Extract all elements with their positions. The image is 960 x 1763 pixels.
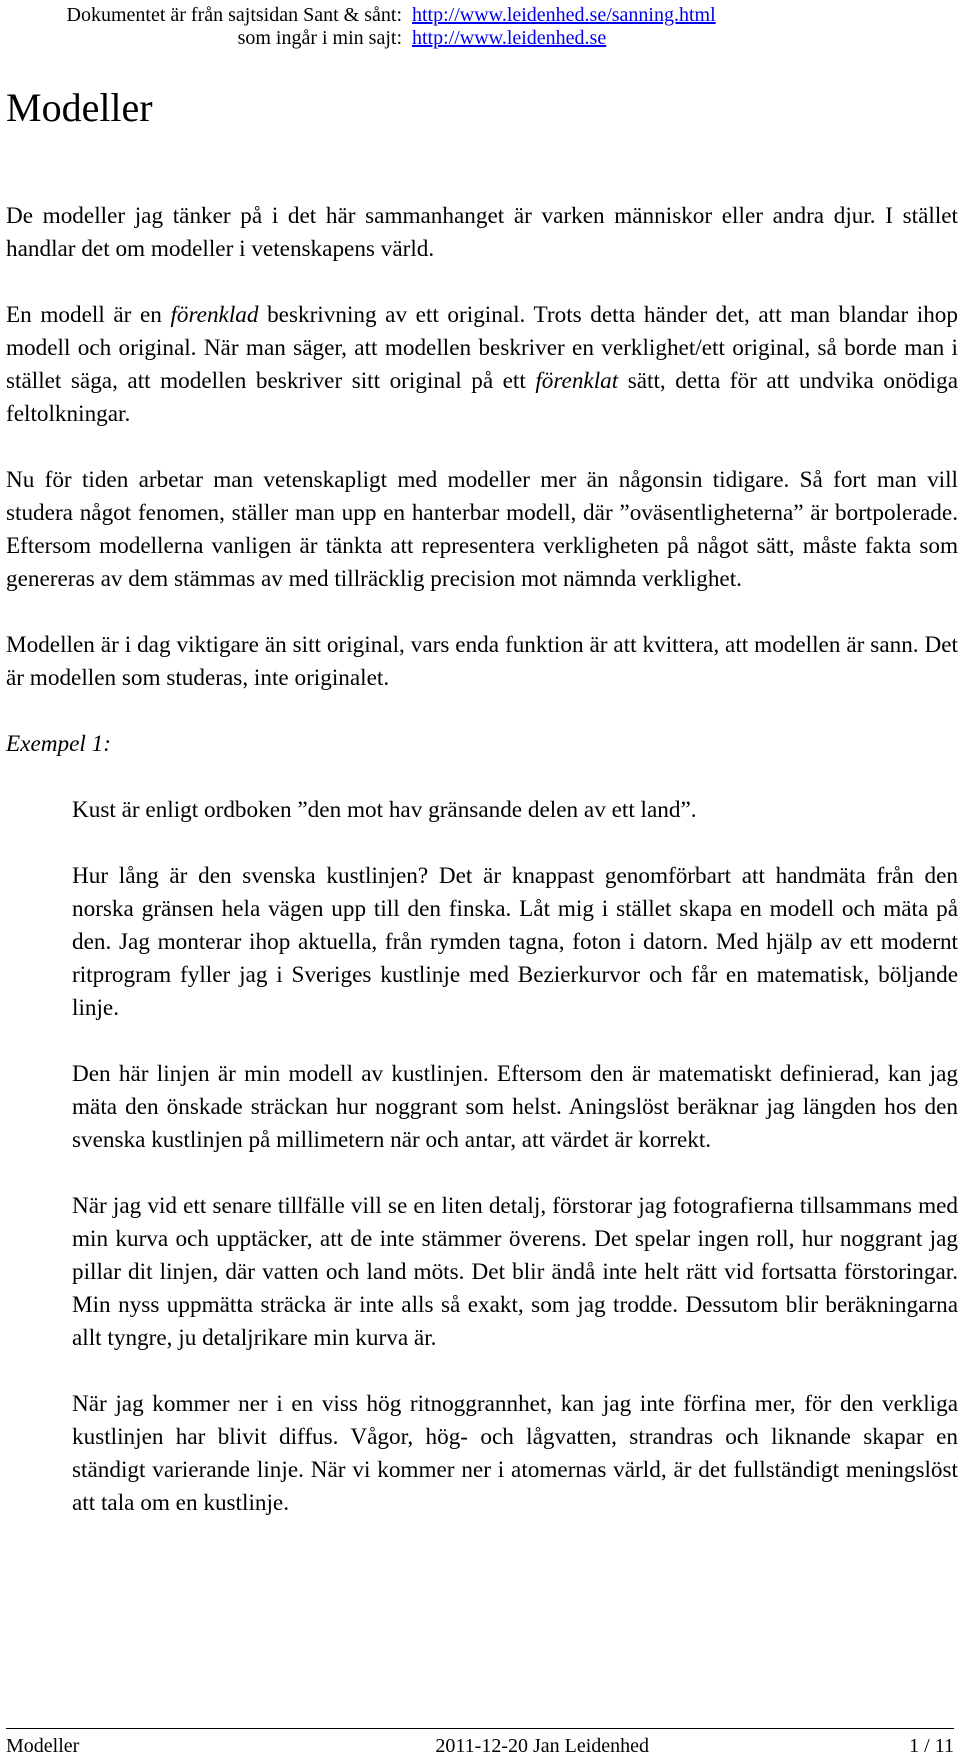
footer-date-author: 2011-12-20 Jan Leidenhed: [435, 1735, 650, 1757]
paragraph-definition: [6, 299, 958, 431]
paragraph-text: En modell är en: [6, 302, 171, 328]
example-paragraph-3: Den här linjen är min modell av kustlinjen. Eftersom den är matematiskt definierad, kan jag mäta den önskade sträckan hur noggrant som helst. Aningslöst beräknar jag längden hos den svenska kustlinjen på millimetern när och antar, att värdet är korrekt.: [72, 1061, 958, 1153]
paragraph-science: Nu för tiden arbetar man vetenskapligt med modeller mer än någonsin tidigare. Så fort man vill studera något fenomen, ställer man upp en hanterbar modell, där ”oväsentligheterna” är bortpolerade. Eftersom modellerna vanligen är tänkta att representera verkligheten på något sätt, måste fakta som genereras av dem stämmas av med tillräcklig precision mot nämnda verklighet.: [6, 467, 958, 592]
emphasis-text: förenklad: [170, 302, 259, 328]
page-title: Modeller: [6, 85, 153, 130]
emphasis-text: förenklat: [535, 368, 619, 394]
example-paragraph-2: Hur lång är den svenska kustlinjen? Det är knappast genomförbart att handmäta från den norska gränsen hela vägen upp till den finska. Låt mig i stället skapa en modell och mäta på den. Jag monterar ihop aktuella, från rymden tagna, foton i datorn. Med hjälp av ett modernt ritprogram fyller jag i Sveriges kustlinje med Bezierkurvor och får en matematisk, böljande linje.: [72, 863, 958, 1021]
document-body: [6, 200, 958, 1553]
paragraph-importance: Modellen är i dag viktigare än sitt original, vars enda funktion är att kvittera, att modellen är sann. Det är modellen som studeras, inte originalet.: [6, 632, 958, 691]
example-paragraph-4: När jag vid ett senare tillfälle vill se en liten detalj, förstorar jag fotografierna tillsammans med min kurva och upptäcker, att de inte stämmer överens. Det spelar ingen roll, hur noggrant jag pillar dit linjen, där vatten och land möts. Det blir ändå inte helt rätt vid fortsatta förstoringar. Min nyss uppmätta sträcka är inte alls så exakt, som jag trodde. Dessutom blir beräkningarna allt tyngre, ju detaljrikare min kurva är.: [72, 1193, 958, 1351]
example-paragraph-1: Kust är enligt ordboken ”den mot hav gränsande delen av ett land”.: [72, 797, 697, 823]
page-header: [6, 4, 954, 50]
footer-title: Modeller: [6, 1735, 80, 1757]
header-site-link[interactable]: http://www.leidenhed.se: [412, 27, 607, 49]
paragraph-text: sätt, detta för att undvika onödiga feltolkningar.: [6, 368, 958, 427]
paragraph-text: beskrivning av ett original. Trots detta händer det, att man blandar ihop modell och original. När man säger, att modellen beskriver en verklighet/ett original, så borde man i stället säga, att modellen beskriver sitt original på ett: [6, 302, 958, 394]
header-source-label: Dokumentet är från sajtsidan Sant & sånt:: [66, 4, 402, 26]
footer-page-number: 1 / 11: [909, 1735, 954, 1757]
header-source-link[interactable]: http://www.leidenhed.se/sanning.html: [412, 4, 716, 26]
example-heading: Exempel 1:: [6, 731, 111, 757]
example-paragraph-5: När jag kommer ner i en viss hög ritnoggrannhet, kan jag inte förfina mer, för den verkliga kustlinjen har blivit diffus. Vågor, hög- och lågvatten, strandras och liknande skapar en ständigt varierande linje. När vi kommer ner i atomernas värld, är det fullständigt meningslöst att tala om en kustlinje.: [72, 1391, 958, 1516]
page-footer: [6, 1734, 954, 1758]
footer-divider: [6, 1728, 954, 1729]
header-site-label: som ingår i min sajt:: [237, 27, 402, 49]
paragraph-intro: De modeller jag tänker på i det här sammanhanget är varken människor eller andra djur. I stället handlar det om modeller i vetenskapens värld.: [6, 203, 958, 262]
